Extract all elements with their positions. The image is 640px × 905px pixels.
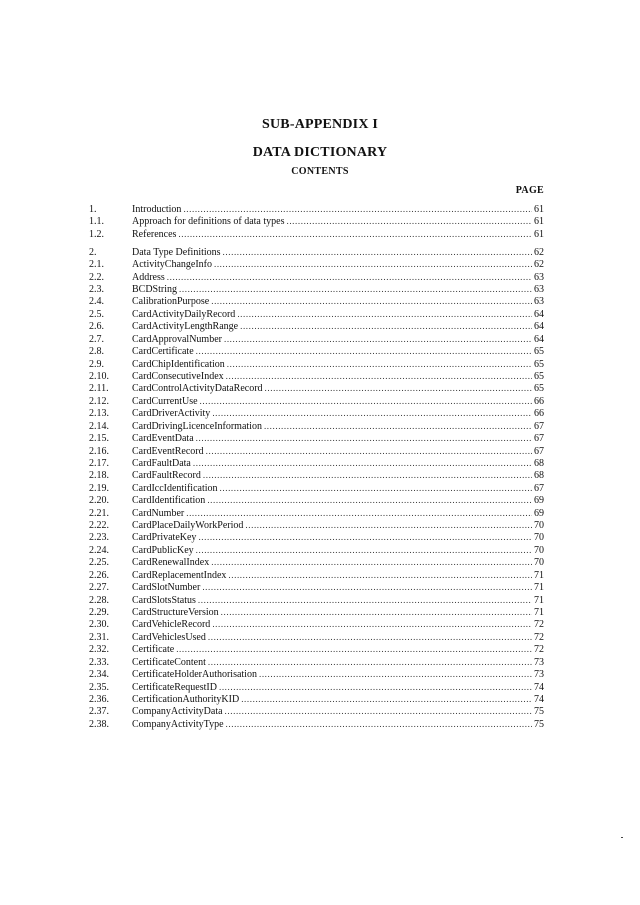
toc-entry-page: 67 xyxy=(534,445,544,457)
toc-entry[interactable] xyxy=(89,320,544,332)
dot-leader xyxy=(196,432,532,444)
toc-entry-number: 2.16. xyxy=(89,445,109,457)
toc-entry-title: Data Type Definitions xyxy=(132,246,221,258)
toc-entry-number: 2.8. xyxy=(89,346,104,358)
toc-entry-page: 68 xyxy=(534,470,544,482)
dot-leader xyxy=(193,457,532,469)
toc-entry-number: 2.1. xyxy=(89,259,104,271)
toc-entry-title: CardVehiclesUsed xyxy=(132,631,206,643)
toc-entry[interactable] xyxy=(89,258,544,270)
dot-leader xyxy=(237,308,532,320)
dot-leader xyxy=(219,681,532,693)
toc-entry-title: ActivityChangeInfo xyxy=(132,259,212,271)
dot-leader xyxy=(226,370,532,382)
toc-entry[interactable] xyxy=(89,507,544,519)
dot-leader xyxy=(211,295,532,307)
toc-entry-page: 67 xyxy=(534,433,544,445)
toc-entry-page: 68 xyxy=(534,457,544,469)
toc-entry-number: 2.35. xyxy=(89,681,109,693)
toc-entry-title: CardActivityLengthRange xyxy=(132,321,239,333)
toc-entry[interactable] xyxy=(89,457,544,469)
toc-entry-number: 2.28. xyxy=(89,594,109,606)
toc-entry[interactable] xyxy=(89,395,544,407)
toc-entry[interactable] xyxy=(89,643,544,655)
toc-entry-page: 61 xyxy=(534,204,544,215)
toc-entry-number: 2.6. xyxy=(89,321,104,333)
toc-entry[interactable] xyxy=(89,358,544,370)
dot-leader xyxy=(240,320,532,332)
toc-entry-page: 70 xyxy=(534,544,544,556)
toc-entry-page: 74 xyxy=(534,681,544,693)
toc-entry[interactable] xyxy=(89,618,544,630)
toc-entry-number: 2.18. xyxy=(89,470,109,482)
toc-entry-number: 2.23. xyxy=(89,532,109,544)
dot-leader xyxy=(208,631,532,643)
toc-entry-number: 2.27. xyxy=(89,582,109,594)
toc-entry[interactable] xyxy=(89,519,544,531)
toc-entry-title: CompanyActivityData xyxy=(132,706,223,718)
toc-entry-number: 2.4. xyxy=(89,296,104,308)
toc-entry-number: 1.2. xyxy=(89,228,104,240)
toc-entry-title: CertificateContent xyxy=(132,656,206,668)
toc-entry[interactable] xyxy=(89,420,544,432)
toc-entry-page: 72 xyxy=(534,644,544,656)
dot-leader xyxy=(245,519,532,531)
toc-entry[interactable] xyxy=(89,693,544,705)
toc-entry-page: 64 xyxy=(534,333,544,345)
toc-entry-title: CardVehicleRecord xyxy=(132,619,211,631)
toc-entry-number: 2.7. xyxy=(89,333,104,345)
toc-entry-number: 1. xyxy=(89,204,97,215)
toc-entry-page: 62 xyxy=(534,246,544,258)
dot-leader xyxy=(196,544,532,556)
toc-entry-number: 2.36. xyxy=(89,693,109,705)
toc-entry-title: CardPublicKey xyxy=(132,544,194,556)
toc-entry-page: 65 xyxy=(534,383,544,395)
toc-entry-title: CardSlotNumber xyxy=(132,582,201,594)
toc-entry-title: CardCurrentUse xyxy=(132,395,198,407)
dot-leader xyxy=(198,594,532,606)
toc-entry-title: Approach for definitions of data types xyxy=(132,216,285,228)
toc-entry-title: CardDriverActivity xyxy=(132,408,211,420)
toc-entry-title: CardDrivingLicenceInformation xyxy=(132,420,262,432)
toc-entry-page: 72 xyxy=(534,619,544,631)
toc-entry[interactable] xyxy=(89,569,544,581)
toc-entry-page: 71 xyxy=(534,582,544,594)
toc-entry-title: CertificateHolderAuthorisation xyxy=(132,669,257,681)
toc-entry[interactable] xyxy=(89,246,544,258)
toc-entry-number: 2.22. xyxy=(89,520,109,532)
toc-entry[interactable] xyxy=(89,681,544,693)
dot-leader xyxy=(265,382,532,394)
toc-entry-number: 2.15. xyxy=(89,433,109,445)
dot-leader xyxy=(259,668,532,680)
toc-entry-page: 67 xyxy=(534,420,544,432)
toc-entry-number: 2.10. xyxy=(89,370,109,382)
dot-leader xyxy=(203,469,532,481)
dot-leader xyxy=(196,345,532,357)
toc-entry-number: 2.19. xyxy=(89,482,109,494)
toc-entry-title: CardNumber xyxy=(132,507,185,519)
toc-entry-number: 2.17. xyxy=(89,457,109,469)
toc-entry-page: 63 xyxy=(534,296,544,308)
toc-entry-title: CardPrivateKey xyxy=(132,532,197,544)
toc-entry-number: 2.5. xyxy=(89,308,104,320)
toc-entry[interactable] xyxy=(89,705,544,717)
toc-entry-title: CardPlaceDailyWorkPeriod xyxy=(132,520,244,532)
dot-leader xyxy=(212,407,532,419)
toc-entry[interactable] xyxy=(89,631,544,643)
toc-entry[interactable] xyxy=(89,445,544,457)
toc-entry-title: CardChipIdentification xyxy=(132,358,225,370)
appendix-title: SUB-APPENDIX I xyxy=(262,117,378,132)
dot-leader xyxy=(224,333,532,345)
toc-entry-number: 2.26. xyxy=(89,569,109,581)
toc-entry[interactable] xyxy=(89,482,544,494)
toc-entry-page: 66 xyxy=(534,395,544,407)
dot-leader xyxy=(211,556,532,568)
toc-entry-page: 72 xyxy=(534,631,544,643)
toc-entry[interactable] xyxy=(89,656,544,668)
dot-leader xyxy=(200,395,532,407)
dot-leader xyxy=(179,283,532,295)
toc-entry-title: CardReplacementIndex xyxy=(132,569,227,581)
toc-entry-page: 71 xyxy=(534,607,544,618)
toc-entry-page: 65 xyxy=(534,370,544,382)
toc-entry-title: CardCertificate xyxy=(132,346,194,358)
toc-entry[interactable] xyxy=(89,271,544,283)
toc-entry[interactable] xyxy=(89,370,544,382)
toc-entry-page: 70 xyxy=(534,557,544,569)
toc-entry-title: CalibrationPurpose xyxy=(132,296,210,308)
toc-entry-number: 2.21. xyxy=(89,507,109,519)
toc-entry[interactable] xyxy=(89,203,544,215)
dot-leader xyxy=(221,606,532,618)
dot-leader xyxy=(220,482,532,494)
toc-entry-page: 61 xyxy=(534,228,544,240)
toc-entry-title: CompanyActivityType xyxy=(132,718,224,730)
toc-entry-title: CardControlActivityDataRecord xyxy=(132,383,263,395)
toc-entry-title: CardEventRecord xyxy=(132,445,204,457)
toc-entry-title: CardFaultRecord xyxy=(132,470,201,482)
toc-entry-number: 2.33. xyxy=(89,656,109,668)
toc-entry-page: 64 xyxy=(534,308,544,320)
dot-leader xyxy=(226,718,532,730)
dot-leader xyxy=(207,494,532,506)
toc-entry-number: 2.14. xyxy=(89,420,109,432)
contents-heading: CONTENTS xyxy=(291,166,349,177)
toc-entry-title: CardFaultData xyxy=(132,457,191,469)
toc-entry-number: 2.2. xyxy=(89,271,104,283)
dot-leader xyxy=(223,246,532,258)
toc-entry-title: CardIdentification xyxy=(132,495,206,507)
toc-entry[interactable] xyxy=(89,407,544,419)
toc-entry[interactable] xyxy=(89,432,544,444)
toc-entry-page: 70 xyxy=(534,532,544,544)
toc-entry-number: 2.24. xyxy=(89,544,109,556)
toc-entry-page: 75 xyxy=(534,718,544,730)
toc-entry[interactable] xyxy=(89,469,544,481)
toc-entry-page: 75 xyxy=(534,706,544,718)
dot-leader xyxy=(186,507,532,519)
toc-entry-title: CardSlotsStatus xyxy=(132,594,196,606)
toc-entry-page: 61 xyxy=(534,216,544,228)
toc-entry-page: 71 xyxy=(534,569,544,581)
toc-entry-number: 2.11. xyxy=(89,383,109,395)
toc-entry-number: 2.20. xyxy=(89,495,109,507)
toc-entry-page: 71 xyxy=(534,594,544,606)
toc-entry-title: CardConsecutiveIndex xyxy=(132,370,224,382)
toc-entry-number: 2.12. xyxy=(89,395,109,407)
toc-entry-title: CertificateRequestID xyxy=(132,681,217,693)
toc-entry[interactable] xyxy=(89,215,544,227)
toc-entry-title: Introduction xyxy=(132,204,182,215)
toc-entry-page: 74 xyxy=(534,693,544,705)
toc-entry[interactable] xyxy=(89,531,544,543)
toc-entry-page: 63 xyxy=(534,284,544,296)
toc-entry[interactable] xyxy=(89,594,544,606)
dot-leader xyxy=(227,358,532,370)
toc-entry-title: CardStructureVersion xyxy=(132,607,219,618)
dot-leader xyxy=(212,618,532,630)
toc-entry-number: 2.34. xyxy=(89,669,109,681)
toc-entry-page: 73 xyxy=(534,656,544,668)
dot-leader xyxy=(208,656,532,668)
toc-entry-number: 2. xyxy=(89,246,97,258)
toc-entry-page: 69 xyxy=(534,495,544,507)
toc-entry-title: CardRenewalIndex xyxy=(132,557,210,569)
toc-entry-number: 2.30. xyxy=(89,619,109,631)
toc-entry[interactable] xyxy=(89,544,544,556)
toc-entry-title: BCDString xyxy=(132,284,178,296)
toc-entry-page: 70 xyxy=(534,520,544,532)
toc-entry-page: 69 xyxy=(534,507,544,519)
toc-entry-number: 1.1. xyxy=(89,216,104,228)
toc-entry-page: 67 xyxy=(534,482,544,494)
dot-leader xyxy=(202,581,532,593)
dot-leader xyxy=(228,569,532,581)
toc-entry-title: CardIccIdentification xyxy=(132,482,218,494)
scan-speck xyxy=(621,837,623,838)
toc-entry[interactable] xyxy=(89,556,544,568)
toc-entry[interactable] xyxy=(89,606,544,618)
toc-entry-number: 2.38. xyxy=(89,718,109,730)
dot-leader xyxy=(286,215,532,227)
dot-leader xyxy=(264,420,532,432)
toc-entry[interactable] xyxy=(89,382,544,394)
toc-entry-title: CertificationAuthorityKID xyxy=(132,693,240,705)
dot-leader xyxy=(241,693,532,705)
toc-entry-title: CardActivityDailyRecord xyxy=(132,308,236,320)
toc-entry-number: 2.25. xyxy=(89,557,109,569)
toc-entry[interactable] xyxy=(89,333,544,345)
toc-entry-page: 66 xyxy=(534,408,544,420)
toc-entry[interactable] xyxy=(89,718,544,730)
toc-entry-title: Address xyxy=(132,271,165,283)
toc-entry-page: 65 xyxy=(534,346,544,358)
toc-entry-title: CardEventData xyxy=(132,433,194,445)
document-subtitle: DATA DICTIONARY xyxy=(252,145,388,160)
dot-leader xyxy=(178,228,532,240)
toc-entry-page: 63 xyxy=(534,271,544,283)
toc-entry[interactable] xyxy=(89,345,544,357)
page-column-heading: PAGE xyxy=(515,185,544,196)
toc-entry-number: 2.9. xyxy=(89,358,104,370)
toc-entry-page: 73 xyxy=(534,669,544,681)
dot-leader xyxy=(206,445,532,457)
toc-entry-title: Certificate xyxy=(132,644,175,656)
toc-entry[interactable] xyxy=(89,494,544,506)
toc-entry-page: 65 xyxy=(534,358,544,370)
toc-entry[interactable] xyxy=(89,283,544,295)
toc-entry-number: 2.3. xyxy=(89,284,104,296)
toc-entry[interactable] xyxy=(89,581,544,593)
table-of-contents xyxy=(89,203,544,730)
dot-leader xyxy=(183,203,532,215)
dot-leader xyxy=(176,643,532,655)
dot-leader xyxy=(214,258,532,270)
toc-entry-number: 2.31. xyxy=(89,631,109,643)
toc-entry-title: CardApprovalNumber xyxy=(132,333,222,345)
toc-entry-number: 2.37. xyxy=(89,706,109,718)
toc-entry-title: References xyxy=(132,228,177,240)
toc-entry-page: 62 xyxy=(534,259,544,271)
toc-entry[interactable] xyxy=(89,668,544,680)
toc-entry[interactable] xyxy=(89,295,544,307)
toc-entry-number: 2.32. xyxy=(89,644,109,656)
toc-entry[interactable] xyxy=(89,228,544,240)
toc-entry-number: 2.29. xyxy=(89,607,109,618)
toc-entry[interactable] xyxy=(89,308,544,320)
dot-leader xyxy=(167,271,532,283)
dot-leader xyxy=(225,705,532,717)
dot-leader xyxy=(198,531,532,543)
toc-entry-number: 2.13. xyxy=(89,408,109,420)
toc-entry-page: 64 xyxy=(534,321,544,333)
